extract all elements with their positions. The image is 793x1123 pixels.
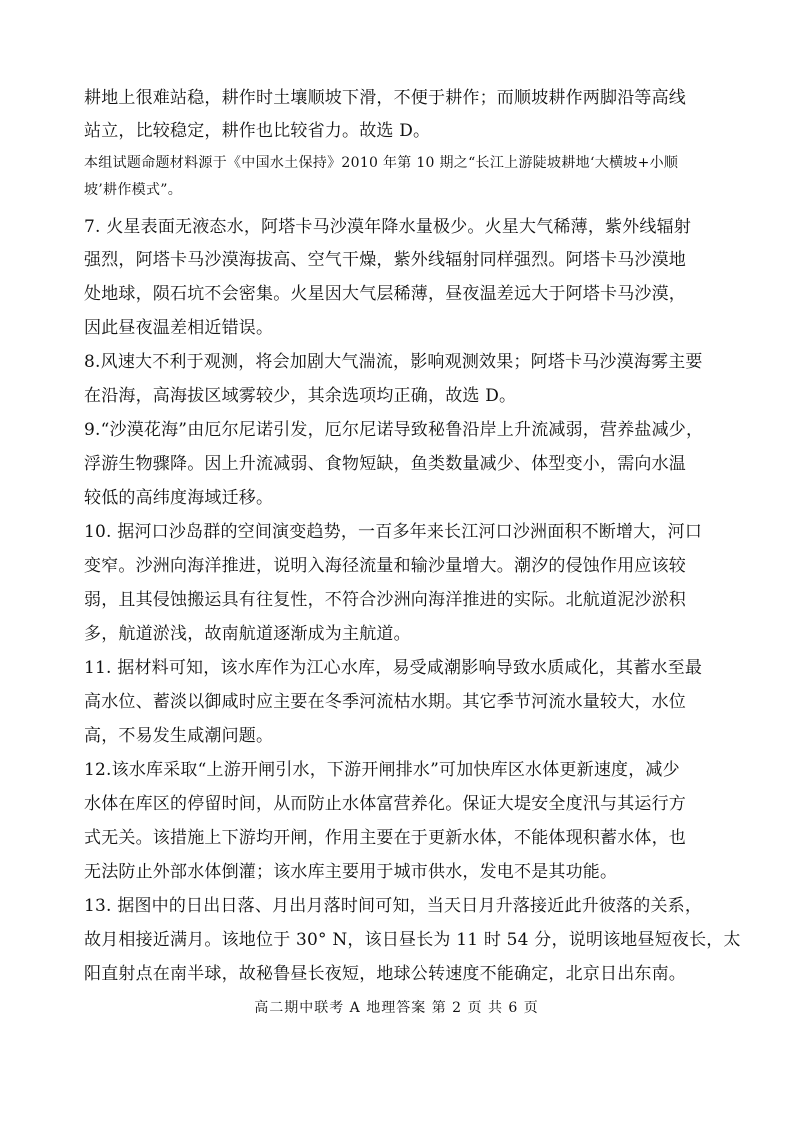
answer-7-line: 强烈，阿塔卡马沙漠海拔高、空气干燥，紫外线辐射同样强烈。阿塔卡马沙漠地 [84, 250, 686, 270]
page-footer: 高二期中联考 A 地理答案 第 2 页 共 6 页 [254, 1000, 539, 1016]
answer-10-line: 多，航道淤浅，故南航道逐渐成为主航道。 [84, 624, 411, 644]
answer-7-line: 处地球，陨石坑不会密集。火星因大气层稀薄，昼夜温差远大于阿塔卡马沙漠， [84, 284, 686, 304]
answer-7-line: 7. 火星表面无液态水，阿塔卡马沙漠年降水量极少。火星大气稀薄，紫外线辐射 [84, 217, 692, 237]
answer-8-line: 在沿海，高海拔区域雾较少，其余选项均正确，故选 D。 [84, 386, 517, 406]
answer-13-line: 故月相接近满月。该地位于 30° N，该日昼长为 11 时 54 分，说明该地昼短夜长，太 [84, 930, 741, 950]
answer-11-line: 高水位、蓄淡以御咸时应主要在冬季河流枯水期。其它季节河流水量较大，水位 [84, 692, 686, 712]
answer-12-line: 水体在库区的停留时间，从而防止水体富营养化。保证大堤安全度汛与其运行方 [84, 794, 686, 814]
text-line: 站立，比较稳定，耕作也比较省力。故选 D。 [84, 121, 431, 141]
answer-8-line: 8.风速大不利于观测，将会加剧大气湍流，影响观测效果；阿塔卡马沙漠海雾主要 [84, 352, 703, 372]
text-line: 耕地上很难站稳，耕作时土壤顺坡下滑，不便于耕作；而顺坡耕作两脚沿等高线 [84, 88, 686, 108]
source-note-line: 本组试题命题材料源于《中国水土保持》2010 年第 10 期之“长江上游陡坡耕地‘大横坡+小顺 [84, 155, 679, 171]
answer-9-line: 9.“沙漠花海”由厄尔尼诺引发，厄尔尼诺导致秘鲁沿岸上升流减弱，营养盐减少， [84, 420, 704, 440]
answer-9-line: 浮游生物骤降。因上升流减弱、食物短缺，鱼类数量减少、体型变小，需向水温 [84, 454, 686, 474]
answer-13-line: 阳直射点在南半球，故秘鲁昼长夜短，地球公转速度不能确定，北京日出东南。 [84, 964, 686, 984]
source-note-line: 坡’耕作模式”。 [84, 182, 183, 198]
answer-12-line: 无法防止外部水体倒灌；该水库主要用于城市供水，发电不是其功能。 [84, 862, 618, 882]
answer-12-line: 12.该水库采取“上游开闸引水，下游开闸排水”可加快库区水体更新速度，减少 [84, 760, 680, 780]
answer-10-line: 弱，且其侵蚀搬运具有往复性，不符合沙洲向海洋推进的实际。北航道泥沙淤积 [84, 590, 686, 610]
answer-12-line: 式无关。该措施上下游均开闸，作用主要在于更新水体，不能体现积蓄水体，也 [84, 828, 686, 848]
answer-11-line: 高，不易发生咸潮问题。 [84, 726, 274, 746]
answer-13-line: 13. 据图中的日出日落、月出月落时间可知，当天日月升落接近此升彼落的关系， [84, 896, 703, 916]
answer-7-line: 因此昼夜温差相近错误。 [84, 318, 274, 338]
answer-9-line: 较低的高纬度海域迁移。 [84, 488, 274, 508]
answer-10-line: 变窄。沙洲向海洋推进，说明入海径流量和输沙量增大。潮汐的侵蚀作用应该较 [84, 556, 686, 576]
answer-10-line: 10. 据河口沙岛群的空间演变趋势，一百多年来长江河口沙洲面积不断增大，河口 [84, 522, 703, 542]
answer-11-line: 11. 据材料可知，该水库作为江心水库，易受咸潮影响导致水质咸化，其蓄水至最 [84, 658, 703, 678]
